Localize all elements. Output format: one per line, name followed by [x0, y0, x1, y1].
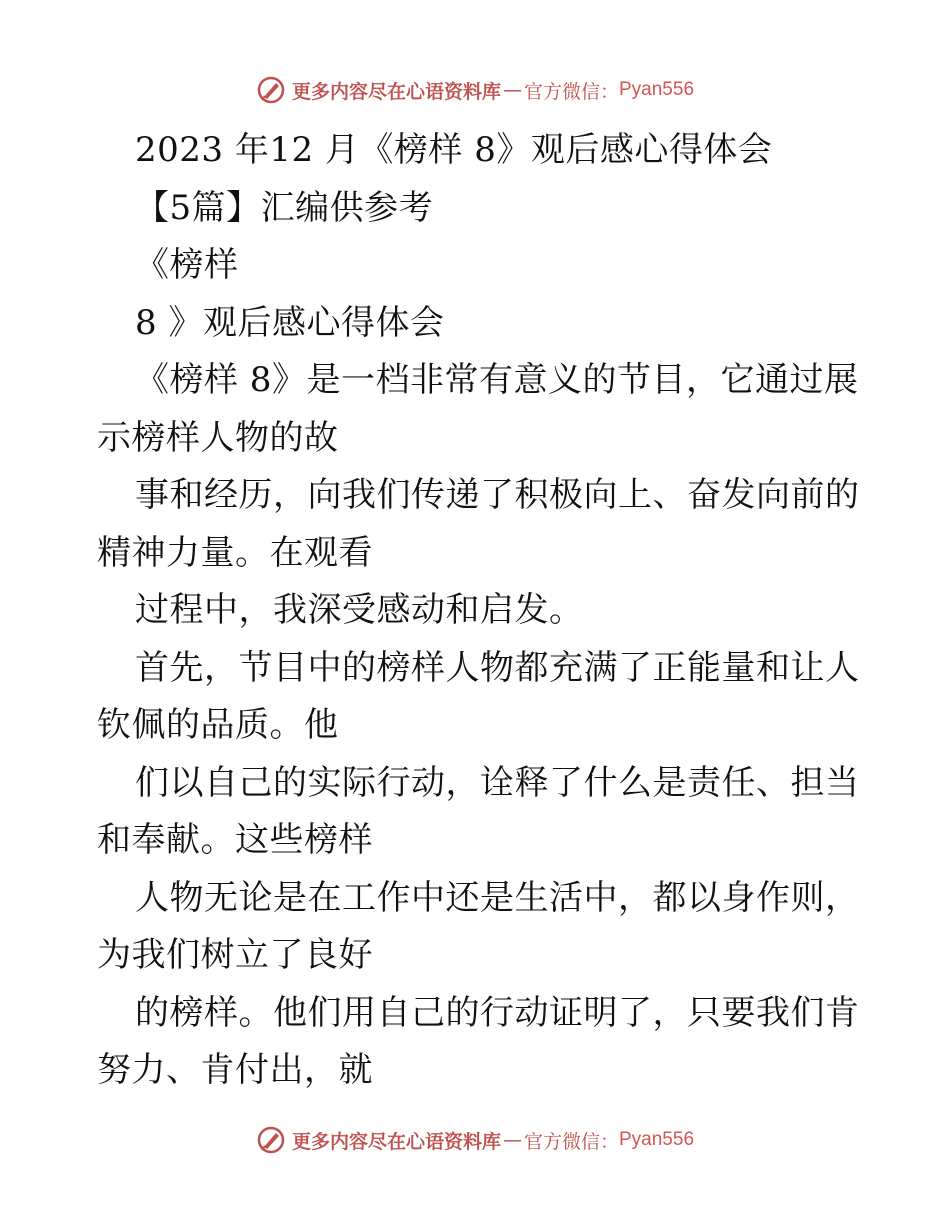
paragraph-line: 们以自己的实际行动，诠释了什么是责任、担当: [135, 762, 860, 803]
paragraph-line: 和奉献。这些榜样: [97, 820, 373, 860]
quill-circle-icon: [256, 75, 286, 105]
watermark-site-text: 更多内容尽在心语资料库: [291, 1130, 501, 1153]
paragraph-line: 事和经历，向我们传递了积极向上、奋发向前的: [135, 475, 860, 515]
watermark-separator: —: [502, 1129, 522, 1151]
paragraph-line: 人物无论是在工作中还是生活中，都以身作则，: [135, 877, 860, 918]
watermark-separator: —: [502, 79, 522, 101]
quill-circle-icon: [256, 1125, 286, 1155]
subtitle-line-2: 8 》观后感心得体会: [135, 302, 445, 343]
title-line-1: 2023 年12 月《榜样 8》观后感心得体会: [135, 130, 773, 170]
watermark-wechat-label: 官方微信：: [523, 1130, 619, 1153]
paragraph-line: 钦佩的品质。他: [97, 705, 339, 745]
header-watermark: [0, 70, 950, 110]
watermark-wechat-label: 官方微信：: [523, 80, 619, 103]
paragraph-line: 精神力量。在观看: [97, 532, 373, 573]
paragraph-line: 努力、肯付出，就: [97, 1050, 373, 1090]
footer-watermark: [0, 1120, 950, 1160]
watermark-site-text: 更多内容尽在心语资料库: [291, 80, 501, 103]
paragraph-line: 《榜样 8》是一档非常有意义的节目，它通过展: [135, 360, 859, 400]
paragraph-line: 过程中，我深受感动和启发。: [135, 590, 584, 630]
document-body: [97, 122, 860, 1100]
paragraph-line: 首先，节目中的榜样人物都充满了正能量和让人: [135, 647, 860, 688]
watermark-wechat-id: Pyan556: [619, 79, 695, 100]
paragraph-line: 的榜样。他们用自己的行动证明了，只要我们肯: [135, 992, 860, 1033]
paragraph-line: 为我们树立了良好: [97, 935, 373, 975]
paragraph-line: 示榜样人物的故: [97, 417, 339, 458]
watermark-wechat-id: Pyan556: [619, 1129, 695, 1150]
subtitle-line-1: 《榜样: [135, 245, 239, 285]
title-line-2: 【5篇】汇编供参考: [135, 187, 434, 228]
